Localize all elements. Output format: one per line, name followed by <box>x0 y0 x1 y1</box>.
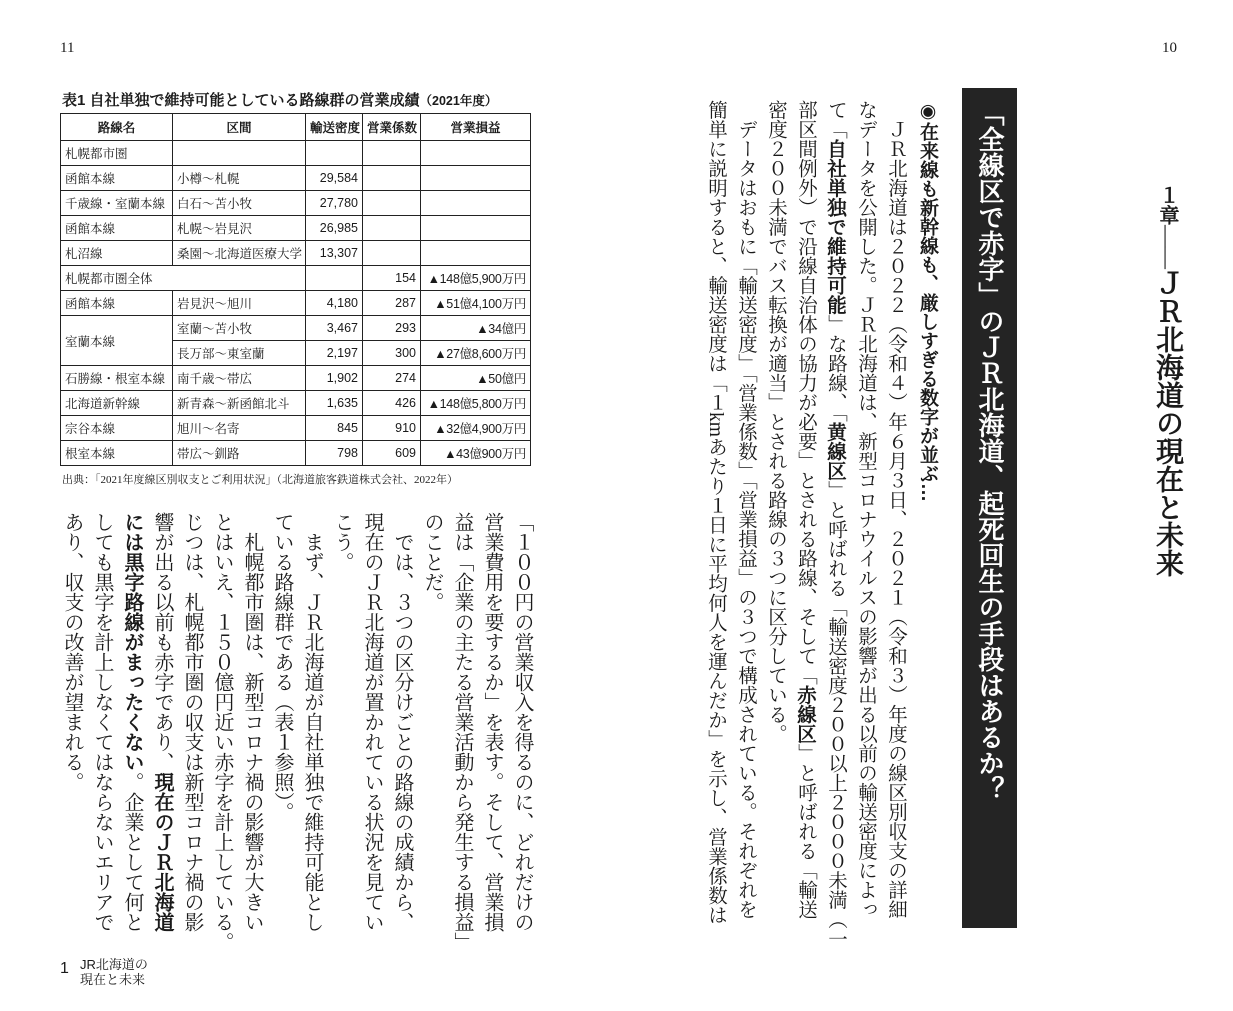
table-row <box>61 391 531 416</box>
table-cell-density: 29,584 <box>306 166 363 191</box>
table-cell-profit: ▲34億円 <box>421 316 531 341</box>
chapter-title: ＪＲ北海道の現在と未来 <box>1152 269 1183 577</box>
table-cell-profit: ▲51億4,100万円 <box>421 291 531 316</box>
text-column: 密度２００未満でバス転換が適当」とされる路線の３つに区分している。 <box>765 100 786 744</box>
chapter-heading <box>1145 185 1189 595</box>
text-column: 札幌都市圏は、新型コロナ禍の影響が大きい <box>241 512 263 932</box>
text-column: では、３つの区分けごとの路線の成績から、 <box>391 512 413 932</box>
left-body-text <box>57 512 537 972</box>
table-cell-coef: 609 <box>363 441 421 466</box>
section-title-box <box>962 88 1017 928</box>
header-section: 区間 <box>173 114 306 141</box>
text-column: のことだ。 <box>421 512 443 612</box>
text-segment: 」と呼ばれる「輸送密度２００以上２０００未満（一 <box>825 480 846 949</box>
footer-title-line1: JR北海道の <box>80 957 148 972</box>
table-cell-coef: 287 <box>363 291 421 316</box>
emphasis-text: 赤線区 <box>794 685 816 744</box>
text-segment: 」と呼ばれる「輸送 <box>795 743 816 919</box>
text-segment: 響が出る以前も赤字であり、 <box>151 512 173 772</box>
text-segment: て「 <box>825 100 846 139</box>
text-column <box>820 100 850 980</box>
table-cell-route: 宗谷本線 <box>61 416 173 441</box>
table-title-year: （2021年度） <box>419 94 498 108</box>
table-cell-section: 長万部～東室蘭 <box>173 341 306 366</box>
text-column: とはいえ、１５０億円近い赤字を計上している。 <box>211 512 233 952</box>
table-cell-density <box>306 266 363 291</box>
table-cell-route: 室蘭本線 <box>61 316 173 366</box>
table-cell-profit <box>421 216 531 241</box>
table-cell-profit: ▲148億5,800万円 <box>421 391 531 416</box>
table-cell-section: 桑園～北海道医療大学 <box>173 241 306 266</box>
table-row <box>61 416 531 441</box>
header-profit: 営業損益 <box>421 114 531 141</box>
chapter-dash: ―― <box>1155 225 1180 269</box>
table-cell-section: 小樽～札幌 <box>173 166 306 191</box>
table-cell-profit: ▲43億900万円 <box>421 441 531 466</box>
table-cell-section: 室蘭～苫小牧 <box>173 316 306 341</box>
text-column: データはおもに「輸送密度」「営業係数」「営業損益」の３つで構成されている。それぞれを <box>735 100 756 919</box>
footer-chapter-title <box>80 957 148 987</box>
table-row <box>61 366 531 391</box>
table-cell-section: 岩見沢～旭川 <box>173 291 306 316</box>
table-cell-density: 13,307 <box>306 241 363 266</box>
table-cell-coef: 426 <box>363 391 421 416</box>
text-column <box>147 512 177 972</box>
table-cell-density: 1,635 <box>306 391 363 416</box>
text-column: ＪＲ北海道は２０２２（令和４）年６月３日、２０２１（令和３）年度の線区別収支の詳細 <box>885 100 906 919</box>
table-row <box>61 166 531 191</box>
header-route: 路線名 <box>61 114 173 141</box>
text-column: 益は「企業の主たる営業活動から発生する損益」 <box>451 512 473 952</box>
text-column: しても黒字を計上しなくてはならないエリアで <box>91 512 113 932</box>
table-cell-route: 函館本線 <box>61 216 173 241</box>
table-row <box>61 316 531 341</box>
table-cell-density: 3,467 <box>306 316 363 341</box>
table-cell-route: 北海道新幹線 <box>61 391 173 416</box>
chapter-number: １章 <box>1156 185 1178 225</box>
footer-chapter-number: 1 <box>60 960 69 977</box>
page-number-left: 11 <box>60 40 75 56</box>
text-segment: 部区間例外）で沿線自治体の協力が必要」とされる路線、そして「 <box>795 100 816 685</box>
table-cell-section: 白石～苫小牧 <box>173 191 306 216</box>
table-cell-route: 札幌都市圏 <box>61 141 173 166</box>
text-segment: 」な路線、「 <box>825 314 846 422</box>
text-column <box>117 512 147 972</box>
table-cell-section: 新青森～新函館北斗 <box>173 391 306 416</box>
table-cell-route: 函館本線 <box>61 291 173 316</box>
text-column: 営業費用を要するか」を表す。そして、営業損 <box>481 512 503 932</box>
table-cell-section: 旭川～名寄 <box>173 416 306 441</box>
table-cell-density: 2,197 <box>306 341 363 366</box>
table-row <box>61 266 531 291</box>
table-cell-coef: 300 <box>363 341 421 366</box>
table-cell-coef <box>363 241 421 266</box>
table-title <box>62 89 542 110</box>
table-cell-density: 845 <box>306 416 363 441</box>
table-cell-coef: 910 <box>363 416 421 441</box>
text-column <box>790 100 820 980</box>
table-title-main: 表1 自社単独で維持可能としている路線群の営業成績 <box>62 92 420 109</box>
emphasis-text: には黒字路線がまったくない <box>121 512 143 772</box>
table-cell-coef <box>363 216 421 241</box>
table-cell-profit: ▲32億4,900万円 <box>421 416 531 441</box>
header-coefficient: 営業係数 <box>363 114 421 141</box>
table-cell-density: 4,180 <box>306 291 363 316</box>
table-cell-density: 27,780 <box>306 191 363 216</box>
text-column: 現在のＪＲ北海道が置かれている状況を見てい <box>361 512 383 932</box>
table-cell-density: 1,902 <box>306 366 363 391</box>
table-cell-coef: 274 <box>363 366 421 391</box>
footer-title-line2: 現在と未来 <box>80 972 146 987</box>
right-body-text <box>700 100 910 980</box>
table-cell-density: 26,985 <box>306 216 363 241</box>
text-column: まず、ＪＲ北海道が自社単独で維持可能とし <box>301 512 323 932</box>
table-cell-route: 函館本線 <box>61 166 173 191</box>
results-table <box>60 113 531 466</box>
table-cell-coef: 154 <box>363 266 421 291</box>
table-row <box>61 441 531 466</box>
table-cell-section: 札幌～岩見沢 <box>173 216 306 241</box>
table-cell-section: 帯広～釧路 <box>173 441 306 466</box>
emphasis-text: 自社単独で維持可能 <box>824 139 846 315</box>
text-column: なデータを公開した。ＪＲ北海道は、新型コロナウイルスの影響が出る以前の輸送密度によっ <box>855 100 876 919</box>
table-cell-route: 石勝線・根室本線 <box>61 366 173 391</box>
table-source: 出典：「2021年度線区別収支とご利用状況」（北海道旅客鉄道株式会社、2022年） <box>62 474 458 486</box>
table-cell-profit <box>421 241 531 266</box>
text-column: あり、収支の改善が望まれる。 <box>61 512 83 792</box>
section-title: 「全線区で赤字」のＪＲ北海道、起死回生の手段はあるか？ <box>975 100 1005 802</box>
table-cell-route: 札幌都市圏全体 <box>61 266 306 291</box>
table-row <box>61 216 531 241</box>
table-cell-coef <box>363 191 421 216</box>
text-segment: 。企業として何と <box>121 772 143 932</box>
table-cell-coef: 293 <box>363 316 421 341</box>
table-cell-section <box>173 141 306 166</box>
table-row <box>61 291 531 316</box>
page-number-right: 10 <box>1162 40 1177 56</box>
table-cell-profit: ▲50億円 <box>421 366 531 391</box>
text-column: ている路線群である（表１参照）。 <box>271 512 293 822</box>
table-body <box>61 141 531 466</box>
table-cell-profit <box>421 166 531 191</box>
table-cell-route: 札沼線 <box>61 241 173 266</box>
emphasis-text: 現在のＪＲ北海道 <box>151 772 173 932</box>
table-row <box>61 241 531 266</box>
table-cell-coef <box>363 141 421 166</box>
emphasis-text: 黄線区 <box>824 421 846 481</box>
table-cell-profit <box>421 141 531 166</box>
table-row <box>61 141 531 166</box>
table-cell-section: 南千歳～帯広 <box>173 366 306 391</box>
table-header-row <box>61 114 531 141</box>
text-column: じつは、札幌都市圏の収支は新型コロナ禍の影 <box>181 512 203 932</box>
table-cell-density: 798 <box>306 441 363 466</box>
table-cell-density <box>306 141 363 166</box>
header-density: 輸送密度 <box>306 114 363 141</box>
table-cell-route: 千歳線・室蘭本線 <box>61 191 173 216</box>
table-cell-route: 根室本線 <box>61 441 173 466</box>
table-row <box>61 191 531 216</box>
table-cell-profit: ▲148億5,900万円 <box>421 266 531 291</box>
text-column: 簡単に説明すると、輸送密度は「１kmあたり１日に平均何人を運んだか」を示し、営業係数は <box>705 100 726 925</box>
table-cell-profit: ▲27億8,600万円 <box>421 341 531 366</box>
text-column: 「１００円の営業収入を得るのに、どれだけの <box>511 512 533 932</box>
table-cell-coef <box>363 166 421 191</box>
table-cell-profit <box>421 191 531 216</box>
text-column: こう。 <box>331 512 353 572</box>
subheading: ◉在来線も新幹線も、厳しすぎる数字が並ぶ… <box>917 100 938 502</box>
